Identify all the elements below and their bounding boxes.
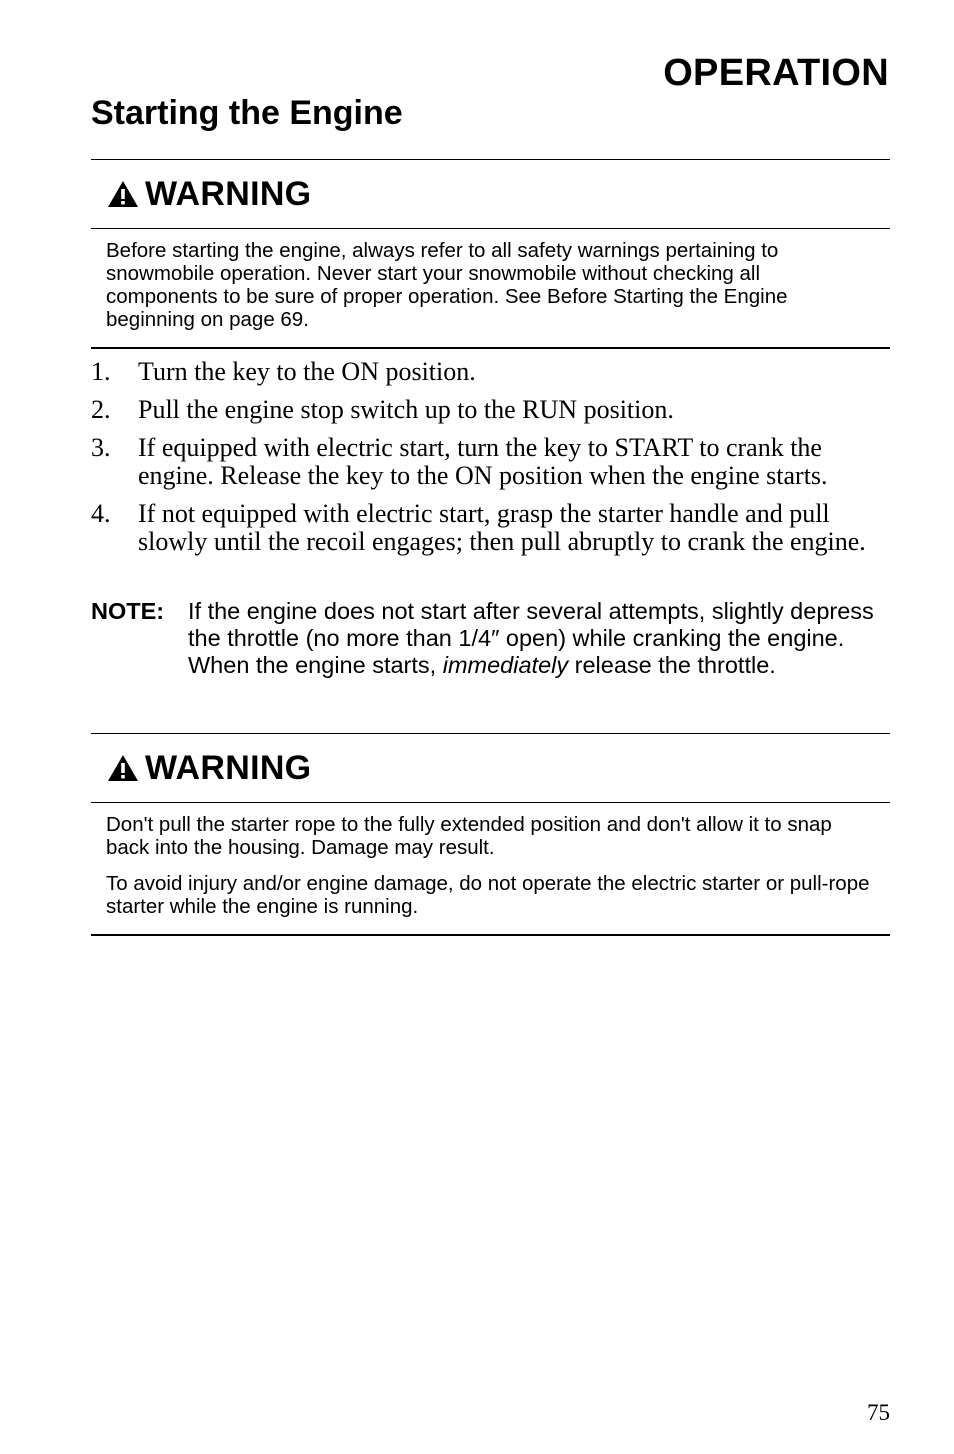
warning-box-2 [91, 733, 890, 936]
warning-label: WARNING [145, 748, 312, 787]
step-text: If equipped with electric start, turn the key to START to crank the engine. Release the key to the ON position when the engine starts. [138, 433, 828, 490]
warning-label: WARNING [145, 174, 312, 213]
page-number: 75 [867, 1400, 890, 1425]
list-item [91, 500, 891, 556]
page-title: Starting the Engine [91, 94, 403, 132]
warning-heading [91, 734, 890, 802]
divider [91, 934, 890, 936]
step-number: 3. [91, 433, 111, 462]
divider [91, 347, 890, 349]
note [91, 598, 881, 679]
step-number: 1. [91, 357, 111, 386]
note-label: NOTE: [91, 598, 165, 624]
warning-text: Before starting the engine, always refer to all safety warnings pertaining to snowmobile operation. Never start your snowmobile without checking all components to be sure of proper operation. See Before Starting the Engine beginning on page 69. [106, 239, 788, 331]
warning-box-1 [91, 159, 890, 349]
steps-list [91, 358, 891, 566]
note-emphasis: immediately [442, 652, 569, 678]
warning-text: To avoid injury and/or engine damage, do not operate the electric starter or pull-rope starter while the engine is running. [106, 872, 870, 918]
list-item [91, 358, 891, 386]
warning-body [91, 229, 890, 347]
step-number: 4. [91, 499, 111, 528]
warning-triangle-icon [107, 176, 145, 213]
section-header: OPERATION [663, 52, 889, 94]
step-text: Pull the engine stop switch up to the RUN position. [138, 395, 674, 424]
step-text: If not equipped with electric start, grasp the starter handle and pull slowly until the recoil engages; then pull abruptly to crank the engine. [138, 499, 866, 556]
list-item [91, 434, 891, 490]
step-number: 2. [91, 395, 111, 424]
warning-heading [91, 160, 890, 228]
list-item [91, 396, 891, 424]
warning-body [91, 803, 890, 934]
warning-triangle-icon [107, 750, 145, 787]
note-text-end: release the throttle. [568, 652, 776, 678]
note-text [188, 598, 881, 679]
note-text-start: If the engine does not start after several attempts, slightly depress the throttle (no more than 1/4″ open) while cranking the engine. When the engine starts, [188, 598, 874, 678]
step-text: Turn the key to the ON position. [138, 357, 476, 386]
warning-text: Don't pull the starter rope to the fully extended position and don't allow it to snap back into the housing. Damage may result. [106, 813, 832, 859]
